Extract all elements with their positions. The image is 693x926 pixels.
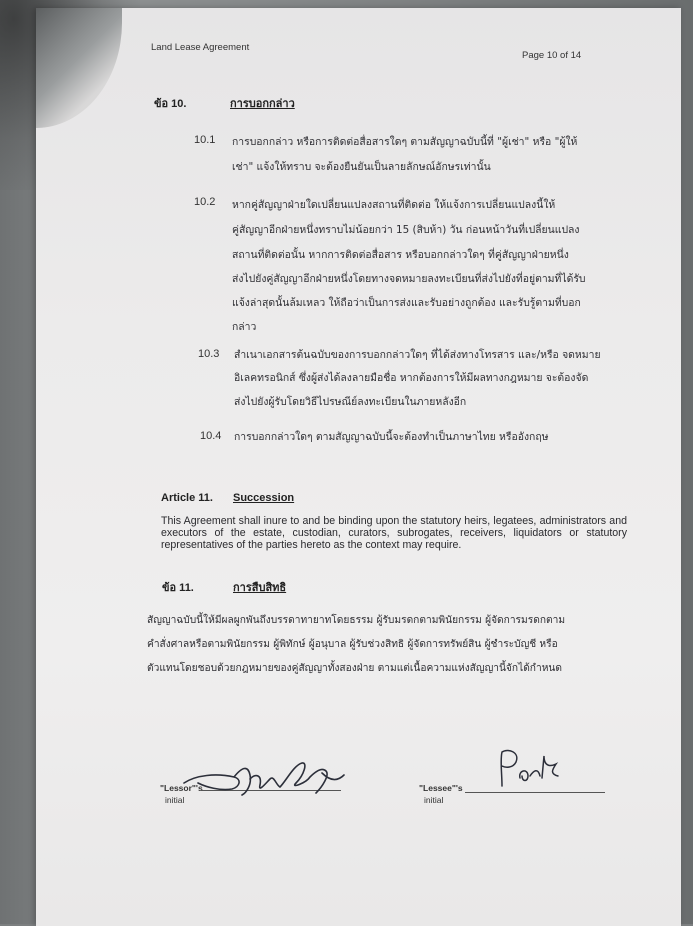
clause-10-2-line: หากคู่สัญญาฝ่ายใดเปลี่ยนแปลงสถานที่ติดต่อ ให้แจ้งการเปลี่ยนแปลงนี้ให้ — [232, 199, 556, 211]
document-page — [36, 8, 681, 926]
lessee-initial-sublabel: initial — [424, 795, 444, 805]
clause-10-4-line: การบอกกล่าวใดๆ ตามสัญญาฉบับนี้จะต้องทำเป็นภาษาไทย หรืออังกฤษ — [234, 431, 549, 443]
clause-10-3-line: อิเลคทรอนิกส์ ซึ่งผู้ส่งได้ลงลายมือชื่อ หากต้องการให้มีผลทางกฎหมาย จะต้องจัด — [234, 372, 589, 384]
clause-10-4-number: 10.4 — [200, 430, 222, 442]
clause-10-3-line: สำเนาเอกสารต้นฉบับของการบอกกล่าวใดๆ ที่ได้ส่งทางโทรสาร และ/หรือ จดหมาย — [234, 349, 601, 361]
article-11-body: This Agreement shall inure to and be binding upon the statutory heirs, legatees, administrators and executors of the estate, custodian, curators, subrogates, receivers, liquidators or statutory representatives of the parties hereto as the context may require. — [161, 515, 627, 551]
clause-10-1-line: การบอกกล่าว หรือการติดต่อสื่อสารใดๆ ตามสัญญาฉบับนี้ที่ "ผู้เช่า" หรือ "ผู้ให้ — [232, 136, 578, 148]
lessee-initial-label: "Lessee"'s — [419, 783, 463, 793]
document-title: Land Lease Agreement — [151, 42, 250, 53]
clause-10-2-number: 10.2 — [194, 196, 216, 208]
clause-10-1-line: เช่า" แจ้งให้ทราบ จะต้องยืนยันเป็นลายลักษณ์อักษรเท่านั้น — [232, 161, 491, 173]
article-11-title: Succession — [233, 492, 295, 504]
clause-10-2-line: ส่งไปยังคู่สัญญาอีกฝ่ายหนึ่งโดยทางจดหมายลงทะเบียนที่ส่งไปยังที่อยู่ตามที่ได้รับ — [232, 273, 586, 285]
lessor-initial-sublabel: initial — [165, 795, 185, 805]
clause-11-line: คำสั่งศาลหรือตามพินัยกรรม ผู้พิทักษ์ ผู้อนุบาล ผู้รับช่วงสิทธิ ผู้จัดการทรัพย์สิน ผู้ชำระบัญชี หรือ — [147, 639, 558, 650]
lessee-signature — [486, 746, 576, 796]
clause-10-2-line: กล่าว — [232, 321, 257, 333]
lessor-signature — [176, 753, 356, 803]
article-11-label: Article 11. — [161, 492, 213, 504]
clause-11-number: ข้อ 11. — [162, 582, 194, 594]
page-curl — [36, 8, 122, 128]
clause-10-3-line: ส่งไปยังผู้รับโดยวิธีไปรษณีย์ลงทะเบียนในภายหลังอีก — [234, 396, 467, 408]
clause-10-number: ข้อ 10. — [154, 98, 187, 110]
clause-11-line: สัญญาฉบับนี้ให้มีผลผูกพันถึงบรรดาทายาทโดยธรรม ผู้รับมรดกตามพินัยกรรม ผู้จัดการมรดกตาม — [147, 615, 566, 626]
page-number: Page 10 of 14 — [522, 50, 582, 61]
clause-11-title: การสืบสิทธิ — [233, 582, 287, 594]
clause-10-2-line: คู่สัญญาอีกฝ่ายหนึ่งทราบไม่น้อยกว่า 15 (สิบห้า) วัน ก่อนหน้าวันที่เปลี่ยนแปลง — [232, 224, 580, 236]
clause-10-2-line: สถานที่ติดต่อนั้น หากการติดต่อสื่อสาร หรือบอกกล่าวใดๆ ที่คู่สัญญาฝ่ายหนึ่ง — [232, 249, 569, 261]
clause-11-line: ตัวแทนโดยชอบด้วยกฎหมายของคู่สัญญาทั้งสองฝ่าย ตามแต่เนื้อความแห่งสัญญานี้จักได้กำหนด — [147, 663, 562, 674]
clause-10-1-number: 10.1 — [194, 134, 216, 146]
clause-10-3-number: 10.3 — [198, 348, 220, 360]
clause-10-2-line: แจ้งล่าสุดนั้นล้มเหลว ให้ถือว่าเป็นการส่งและรับอย่างถูกต้อง และรับรู้ตามที่บอก — [232, 297, 581, 309]
clause-10-title: การบอกกล่าว — [230, 98, 295, 110]
lessor-initial-label: "Lessor"'s — [160, 783, 203, 793]
